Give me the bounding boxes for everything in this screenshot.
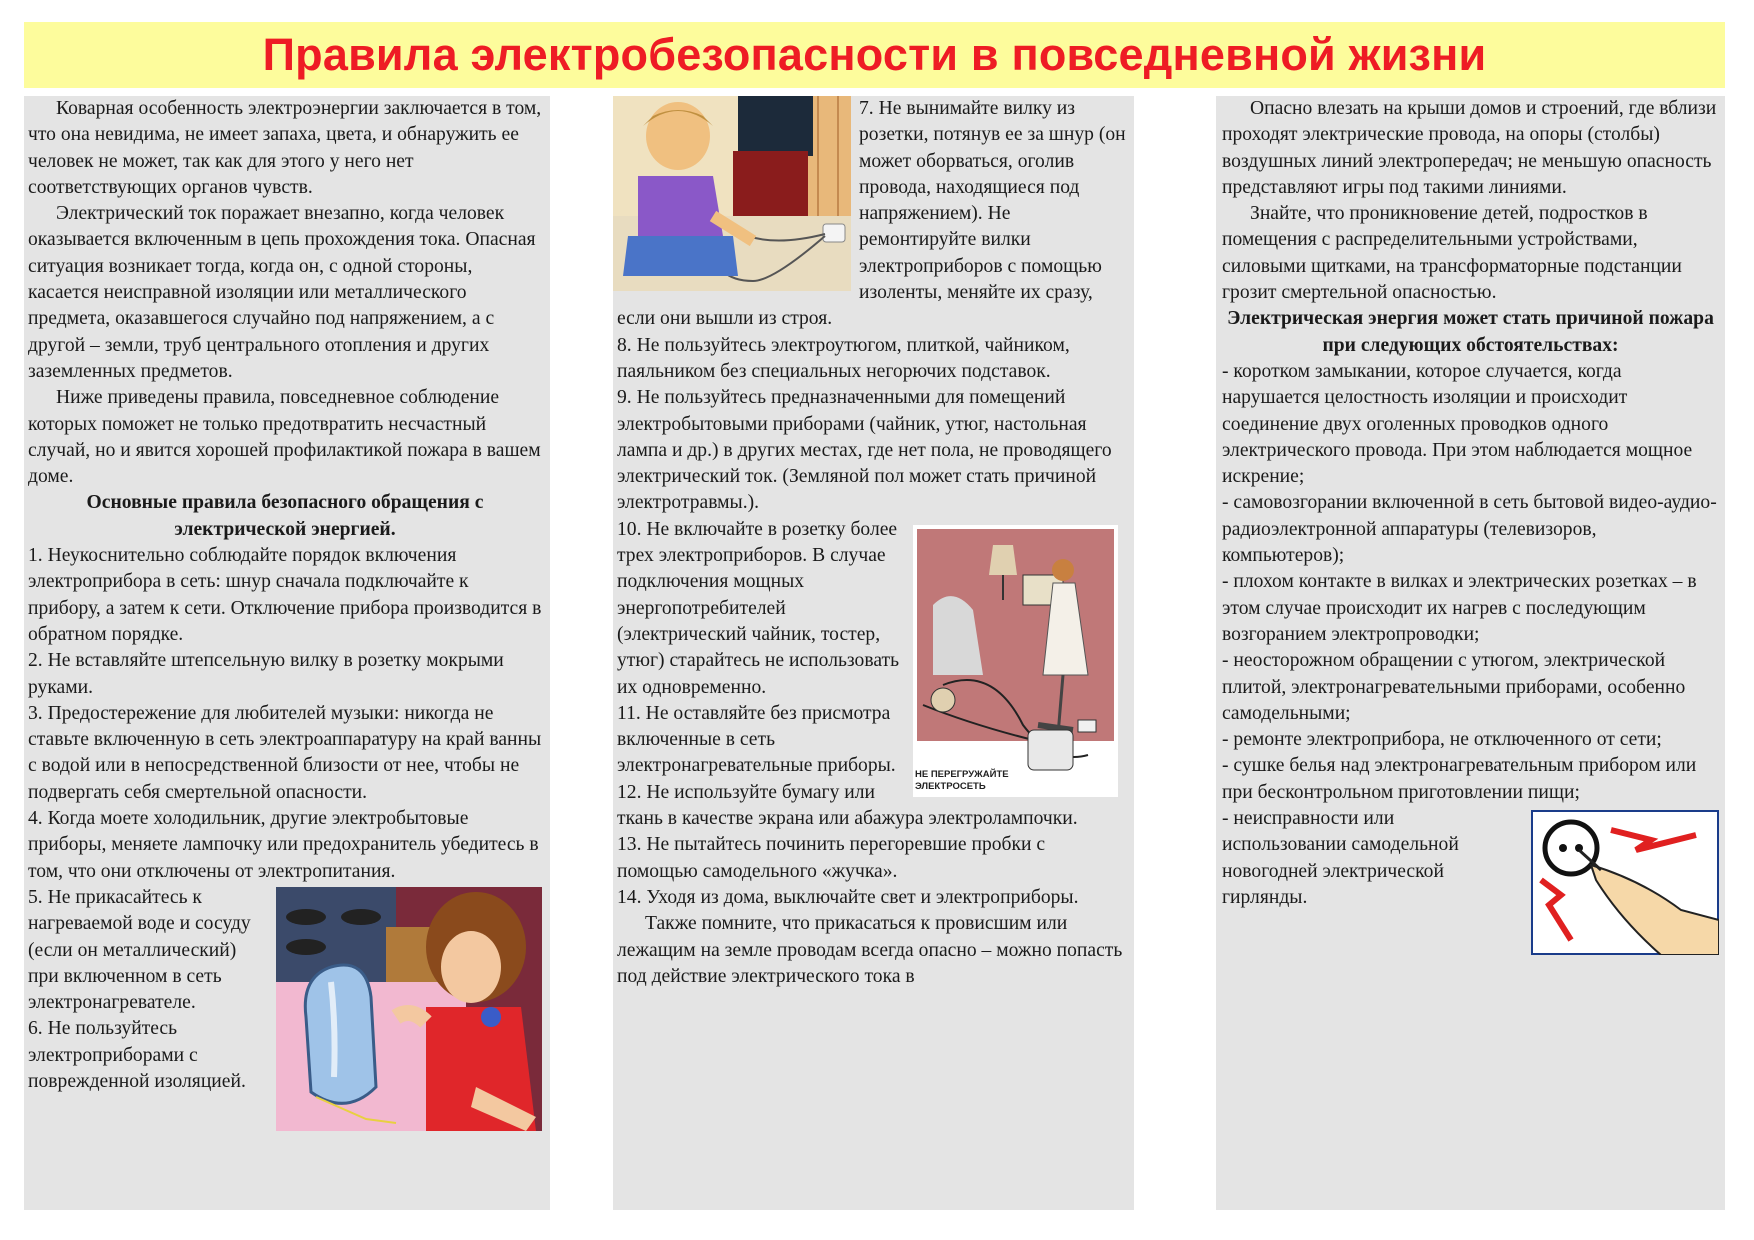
rule-3: 3. Предостережение для любителей музыки: никогда не ставьте включенную в сеть электроаппаратуру на край ванны с водой или в непосредственной близости от нее, чтобы не подвергать себя смертельной опасности.: [28, 702, 542, 803]
intro-paragraph-1: Коварная особенность электроэнергии заключается в том, что она невидима, не имеет запаха, цвета, и обнаружить ее человек не может, так как для этого у него нет соответствующих органов чувств.: [28, 98, 542, 198]
rule-4: 4. Когда моете холодильник, другие электробытовые приборы, меняете лампочку или предохранитель убедитесь в том, что они отключены от электропитания.: [28, 808, 539, 882]
rule-1: 1. Неукоснительно соблюдайте порядок включения электроприбора в сеть: шнур сначала подключайте к прибору, а затем к сети. Отключение прибора производится в обратном порядке.: [28, 545, 542, 645]
rules-heading: Основные правила безопасного обращения с электрической энергией.: [86, 492, 484, 540]
fire-cause-5: - ремонте электроприбора, не отключенного от сети;: [1222, 729, 1662, 751]
roofs-paragraph: Опасно влезать на крыши домов и строений, где вблизи проходят электрические провода, на опоры (столбы) воздушных линий электропередач; не меньшую опасность представляют игры под такими линиями.: [1222, 98, 1717, 198]
rule-13: 13. Не пытайтесь починить перегоревшие пробки с помощью самодельного «жучка».: [617, 834, 1046, 882]
fire-cause-7: - неисправности или использовании самодельной новогодней электрической гирлянды.: [1222, 808, 1459, 908]
rule-5: 5. Не прикасайтесь к нагреваемой воде и сосуду (если он металлический) при включенном в сеть электронагревателе.: [28, 886, 251, 1014]
column-right: [1216, 96, 1725, 1210]
column-left: [24, 96, 550, 1210]
outro-paragraph: Также помните, что прикасаться к провисшим или лежащим на земле проводам всегда опасно – можно попасть под действие электрического тока в: [617, 913, 1123, 987]
rule-12: 12. Не используйте бумагу или ткань в качестве экрана или абажура электролампочки.: [617, 781, 1078, 830]
fire-cause-2: - самовозгорании включенной в сеть бытовой видео-аудио-радиоэлектронной аппаратуры (телевизоров, компьютеров);: [1222, 492, 1717, 567]
rule-8: 8. Не пользуйтесь электроутюгом, плиткой, чайником, паяльником без специальных негорючих подставок.: [617, 334, 1070, 382]
rule-7: 7. Не вынимайте вилку из розетки, потянув ее за шнур (он может оборваться, оголив провода, находящиеся под напряжением). Не ремонтируйте вилки электроприборов с помощью изоленты, меняйте их сразу, если они вышли из строя.: [617, 98, 1126, 330]
column-middle-text: [613, 96, 1134, 990]
substations-paragraph: Знайте, что проникновение детей, подростков в помещения с распределительными устройствами, силовыми щитками, на трансформаторные подстанции грозит смертельной опасностью.: [1222, 203, 1682, 304]
rule-11: 11. Не оставляйте без присмотра включенные в сеть электронагревательные приборы.: [617, 702, 896, 777]
column-left-text: [24, 96, 550, 1095]
title-bar: [24, 22, 1725, 88]
page-title: Правила электробезопасности в повседневной жизни: [262, 29, 1487, 80]
plug-spark-illustration: [1531, 810, 1719, 955]
girl-kettle-illustration: [276, 887, 542, 1131]
column-right-text: [1216, 96, 1725, 911]
intro-paragraph-3: Ниже приведены правила, повседневное соблюдение которых поможет не только предотвратить несчастный случай, но и явится хорошей профилактикой пожара в вашем доме.: [28, 387, 541, 488]
boy-outlet-illustration: [613, 96, 851, 291]
rule-2: 2. Не вставляйте штепсельную вилку в розетку мокрыми руками.: [28, 650, 504, 698]
fire-cause-4: - неосторожном обращении с утюгом, электрической плитой, электронагревательными приборами, особенно самодельными;: [1222, 650, 1686, 724]
fire-cause-6: - сушке белья над электронагревательным прибором или при бесконтрольном приготовлении пищи;: [1222, 755, 1697, 803]
column-middle: [613, 96, 1134, 1210]
intro-paragraph-2: Электрический ток поражает внезапно, когда человек оказывается включенным в цепь прохождения тока. Опасная ситуация возникает тогда, когда он, с одной стороны, касается неисправной изоляции или металлического предмета, оказавшегося случайно под напряжением, а с другой – земли, труб центрального отопления и других заземленных предметов.: [28, 203, 536, 382]
fire-cause-3: - плохом контакте в вилках и электрических розетках – в этом случае происходит их нагрев с последующим возгоранием электропроводки;: [1222, 571, 1697, 645]
fire-cause-1: - коротком замыкании, которое случается, когда нарушается целостность изоляции и происходит соединение двух оголенных проводков одного электрического провода. При этом наблюдается мощное искрение;: [1222, 360, 1693, 488]
poster-caption: НЕ ПЕРЕГРУЖАЙТЕ ЭЛЕКТРОСЕТЬ: [915, 768, 1009, 792]
rule-6: 6. Не пользуйтесь электроприборами с поврежденной изоляцией.: [28, 1018, 246, 1092]
rule-9: 9. Не пользуйтесь предназначенными для помещений электробытовыми приборами (чайник, утюг, настольная лампа и др.) в других местах, где нет пола, не проводящего электрический ток. (Земляной пол может стать причиной электротравмы.).: [617, 387, 1112, 514]
overload-poster-illustration: [913, 525, 1118, 797]
rule-10: 10. Не включайте в розетку более трех электроприборов. В случае подключения мощных энергопотребителей (электрический чайник, тостер, утюг) старайтесь не использовать их одновременно.: [617, 518, 900, 698]
fire-causes-heading: Электрическая энергия может стать причиной пожара при следующих обстоятельствах:: [1227, 308, 1714, 356]
rule-14: 14. Уходя из дома, выключайте свет и электроприборы.: [617, 886, 1079, 908]
